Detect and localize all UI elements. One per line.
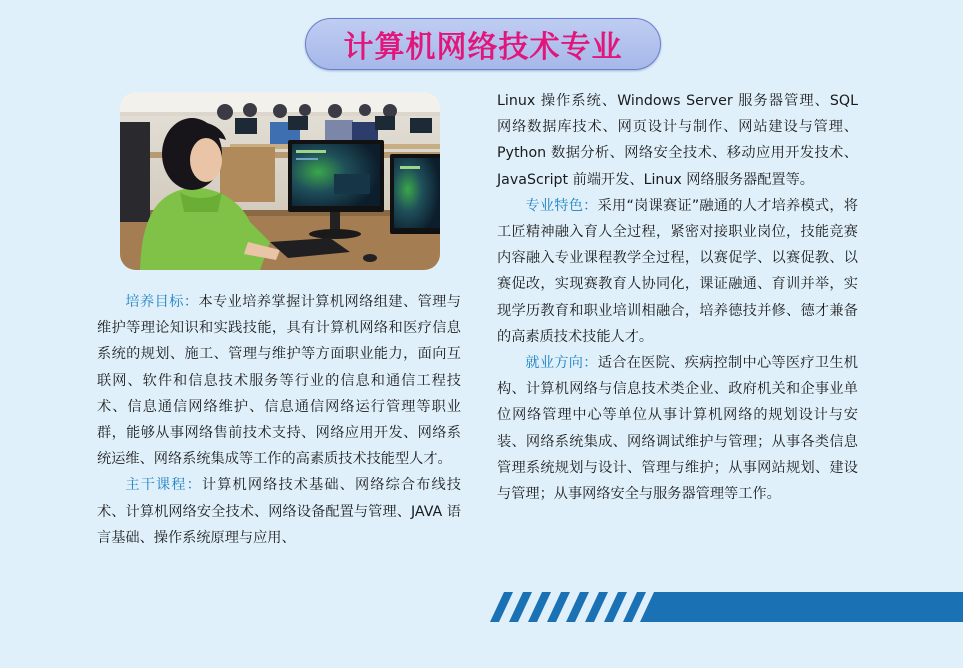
features-label: 专业特色： (525, 197, 598, 214)
left-column (97, 289, 461, 551)
goal-text: 本专业培养掌握计算机网络组建、管理与维护等理论知识和实践技能，具有计算机网络和医疗信息系统的规划、施工、管理与维护等方面职业能力，面向互联网、软件和信息技术服务等行业的信息和通信工程技术、信息通信网络维护、信息通信网络运行管理等职业群，能够从事网络售前技术支持、网络应用开发、网络系统运维、网络系统集成等工作的高素质技术技能型人才。 (97, 294, 461, 468)
courses-paragraph (97, 472, 461, 551)
page-title: 计算机网络技术专业 (343, 30, 623, 65)
title-banner (305, 18, 661, 70)
right-column (497, 88, 858, 507)
features-paragraph (497, 193, 858, 350)
classroom-photo (120, 92, 440, 270)
features-text: 采用“岗课赛证”融通的人才培养模式，将工匠精神融入育人全过程，紧密对接职业岗位，技能竞赛内容融入专业课程教学全过程，以赛促学、以赛促教、以赛促改，实现赛教育人协同化，课证融通、育训并举，实现学历教育和职业培训相融合，培养德技并修、德才兼备的高素质技术技能人才。 (497, 197, 858, 345)
courses-label: 主干课程： (125, 477, 202, 494)
employment-label: 就业方向： (525, 355, 598, 372)
goal-paragraph (97, 289, 461, 472)
courses-continued: Linux 操作系统、Windows Server 服务器管理、SQL 网络数据库技术、网页设计与制作、网站建设与管理、Python 数据分析、网络安全技术、移动应用开发技术、JavaScript 前端开发、Linux 网络服务器配置等。 (497, 93, 858, 188)
goal-label: 培养目标： (125, 294, 199, 310)
decorative-stripe-bar (490, 592, 963, 626)
employment-text: 适合在医院、疾病控制中心等医疗卫生机构、计算机网络与信息技术类企业、政府机关和企事业单位网络管理中心等单位从事计算机网络的规划设计与安装、网络系统集成、网络调试维护与管理；从事各类信息管理系统规划与设计、管理与维护；从事网站规划、建设与管理；从事网络安全与服务器管理等工作。 (497, 355, 858, 503)
courses-text-left: 计算机网络技术基础、网络综合布线技术、计算机网络安全技术、网络设备配置与管理、JAVA 语言基础、操作系统原理与应用、 (97, 477, 461, 546)
employment-paragraph (497, 350, 858, 507)
